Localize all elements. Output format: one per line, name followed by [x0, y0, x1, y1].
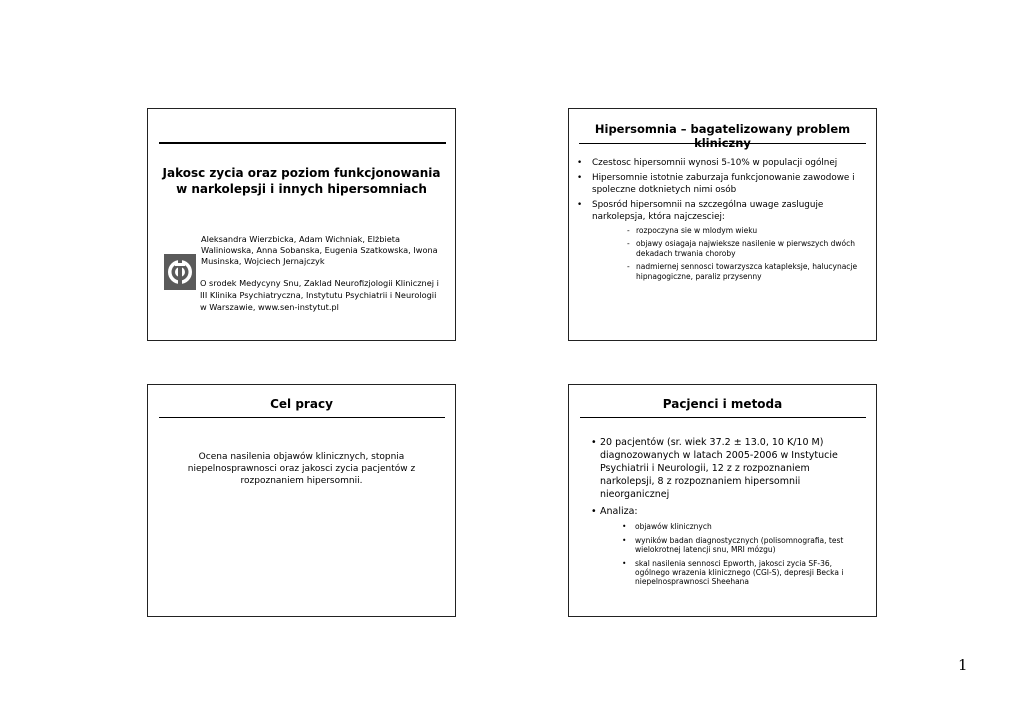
list-item: • Analiza: [591, 506, 638, 517]
dash-icon: - [627, 226, 630, 235]
slide4-subitems [622, 522, 864, 586]
list-item: • skal nasilenia sennosci Epworth, jakosci zycia SF-36, ogólnego wrazenia klinicznego (CGI-S), depresji Becka i niepelnosprawnosci Sheehana [622, 559, 844, 586]
title-rule [579, 143, 866, 144]
list-item: • Hipersomnie istotnie zaburzaja funkcjonowanie zawodowe i spoleczne dotknietych nimi osób [577, 173, 855, 195]
slide4-title: Pacjenci i metoda [662, 397, 783, 411]
slide-pacjenci [568, 384, 877, 617]
list-item: • Czestosc hipersomnii wynosi 5-10% w populacji ogólnej [577, 158, 838, 168]
slide4-bullets [591, 436, 864, 591]
institute-logo-icon [164, 254, 196, 290]
bullet-icon: • [622, 522, 627, 531]
list-item: • wyników badan diagnostycznych (polisomnografia, test wielokrotnej latencji snu, MRI mózgu) [622, 536, 844, 554]
list-item: - objawy osiagaja najwieksze nasilenie w pierwszych dwóch dekadach trwania choroby [627, 239, 856, 258]
slide-title [147, 108, 456, 341]
slide-cel-pracy [147, 384, 456, 617]
dash-icon: - [627, 239, 630, 248]
slide1-authors: Aleksandra Wierzbicka, Adam Wichniak, Elżbieta Waliniowska, Anna Sobanska, Eugenia Szatkowska, Iwona Musinska, Wojciech Jernajczyk [201, 234, 438, 266]
slide2-title: Hipersomnia – bagatelizowany problem kliniczny [594, 122, 851, 150]
bullet-icon: • [577, 173, 583, 183]
slide2-subitems [627, 226, 866, 282]
slide3-title: Cel pracy [270, 397, 333, 411]
bullet-icon: • [622, 559, 627, 568]
list-item: - nadmiernej sennosci towarzyszca katapleksje, halucynacje hipnagogiczne, paraliz przysenny [627, 262, 858, 281]
list-item: - rozpoczyna sie w mlodym wieku [627, 226, 758, 235]
bullet-icon: • [577, 200, 583, 210]
slide1-affiliation: O srodek Medycyny Snu, Zaklad Neurofizjologii Klinicznej i III Klinika Psychiatryczna, Instytutu Psychiatrii i Neurologii w Warszawie, www.sen-instytut.pl [200, 278, 439, 312]
slide2-bullets [577, 157, 866, 285]
slide3-body: Ocena nasilenia objawów klinicznych, stopnia niepelnosprawnosci oraz jakosci zycia pacjentów z rozpoznaniem hipersomnii. [187, 452, 416, 486]
list-item: • objawów klinicznych [622, 522, 712, 531]
list-item: • Sposród hipersomnii na szczególna uwage zasluguje narkolepsja, która najczesciej: [577, 200, 824, 222]
bullet-icon: • [591, 506, 597, 517]
title-rule [159, 417, 445, 418]
page-number: 1 [958, 656, 968, 674]
list-item: • 20 pacjentów (sr. wiek 37.2 ± 13.0, 10 K/10 M) diagnozowanych w latach 2005-2006 w Instytucie Psychiatrii i Neurologii, 12 z z rozpoznaniem narkolepsji, 8 z rozpoznaniem hipersomnii nieorganicznej [591, 437, 838, 500]
title-rule [159, 142, 446, 144]
title-rule [580, 417, 866, 418]
bullet-icon: • [591, 437, 597, 448]
slide1-title: Jakosc zycia oraz poziom funkcjonowania w narkolepsji i innych hipersomniach [162, 166, 441, 196]
bullet-icon: • [577, 158, 583, 168]
bullet-icon: • [622, 536, 627, 545]
slide-hipersomnia [568, 108, 877, 341]
dash-icon: - [627, 262, 630, 271]
